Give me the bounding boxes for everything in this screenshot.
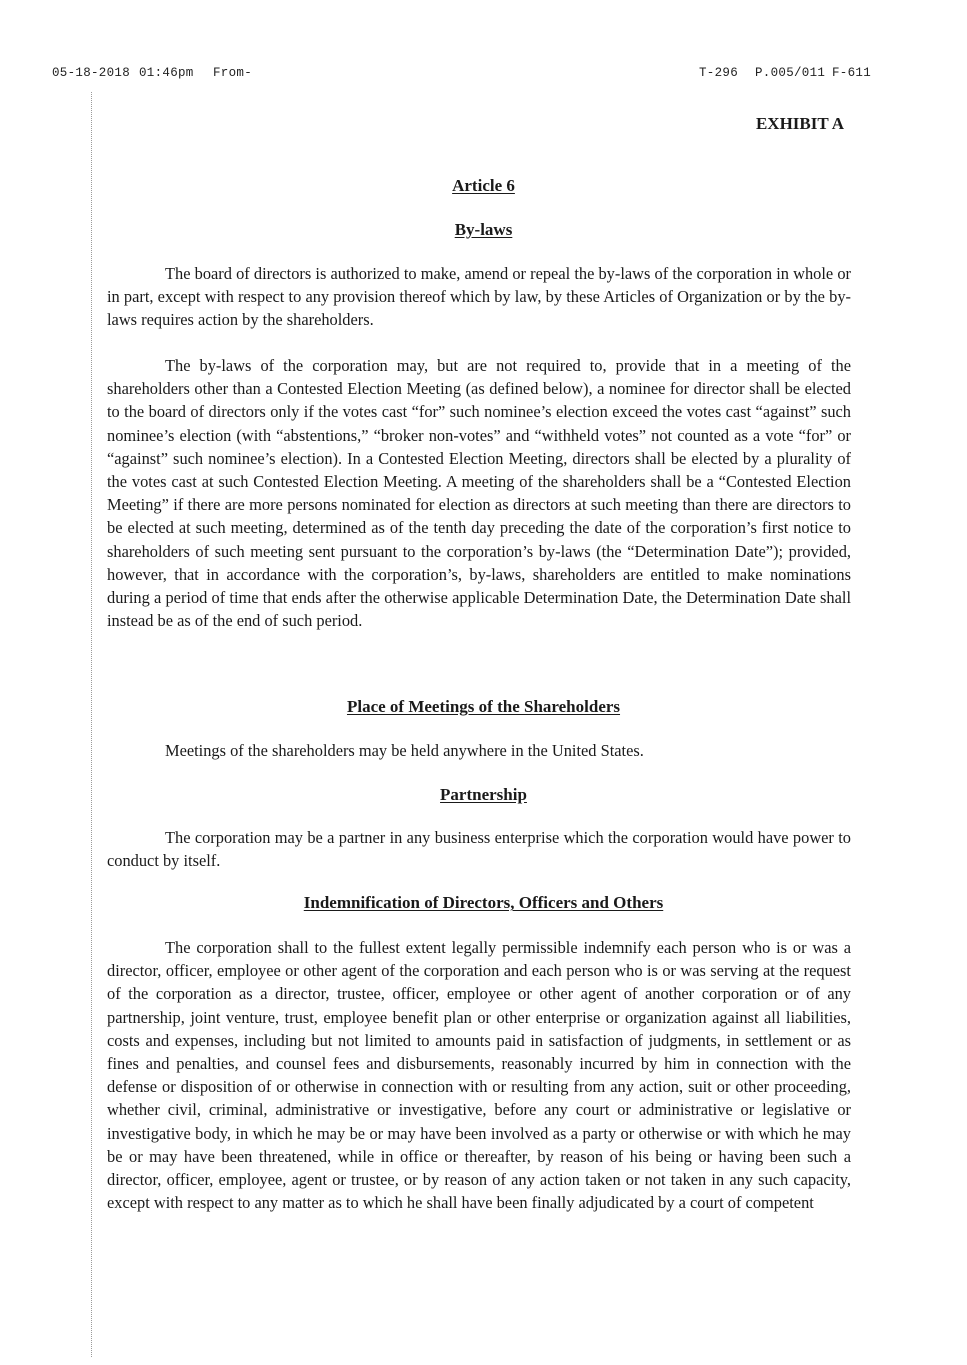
indemnification-paragraph: The corporation shall to the fullest extent legally permissible indemnify each person who is or was a director, officer, employee or other agent of the corporation and each person who is or was serving at the request of the corporation as a director, trustee, officer, employee or other agent of another corporation or of any partnership, joint venture, trust, employee benefit plan or other enterprise or organization against all liabilities, costs and expenses, including but not limited to amounts paid in satisfaction of judgments, in settlement or as fines and penalties, and counsel fees and disbursements, reasonably incurred by him in connection with the defense or disposition of or otherwise in connection with or resulting from any action, suit or other proceeding, whether civil, criminal, administrative or investigative, before any court or administrative or legislative or investigative body, in which he may be or may have been involved as a party or otherwise or with which he may be or may have been threatened, while in office or thereafter, by reason of his being or having been such a director, officer, employee, agent or trustee, or by reason of any action taken or not taken in any such capacity, except with respect to any matter as to which he shall have been finally adjudicated by a court of competent [107, 938, 851, 1213]
bylaws-paragraph-1: The board of directors is authorized to make, amend or repeal the by-laws of the corporation in whole or in part, except with respect to any provision thereof which by law, by these Articles of Organization or by the by-laws requires action by the shareholders. [107, 264, 851, 330]
fax-code: F-611 [832, 66, 872, 80]
bylaws-heading: By-laws [454, 220, 513, 239]
fax-from: From- [213, 66, 253, 80]
fax-page-number: P.005/011 [755, 66, 826, 80]
scan-margin-line [91, 92, 92, 1357]
indemnification-heading: Indemnification of Directors, Officers and Others [303, 893, 664, 912]
fax-header [0, 66, 967, 86]
fax-date: 05-18-2018 [52, 66, 131, 80]
fax-time: 01:46pm [139, 66, 194, 80]
article-title: Article 6 [452, 176, 515, 195]
place-of-meetings-paragraph: Meetings of the shareholders may be held anywhere in the United States. [165, 741, 644, 760]
exhibit-label: EXHIBIT A [755, 114, 844, 133]
bylaws-paragraph-2: The by-laws of the corporation may, but are not required to, provide that in a meeting of the shareholders other than a Contested Election Meeting (as defined below), a nominee for director shall be elected to the board of directors only if the votes cast “for” such nominee’s election exceed the votes cast “against” such nominee’s election (with “abstentions,” “broker non-votes” and “withheld votes” not counted as a vote “for” or “against” such nominee’s election). In a Contested Election Meeting, directors shall be elected by a plurality of the votes cast at such Contested Election Meeting. A meeting of the shareholders shall be a “Contested Election Meeting” if there are more persons nominated for election as directors at such meeting than there are directors to be elected at such meeting, determined as of the tenth day preceding the date of the corporation’s first notice to shareholders of such meeting sent pursuant to the corporation’s by-laws (the “Determination Date”); provided, however, that in accordance with the corporation’s, by-laws, shareholders are entitled to make nominations during a period of time that ends after the otherwise applicable Determination Date, the Determination Date shall instead be as of the end of such period. [107, 356, 851, 631]
place-of-meetings-heading: Place of Meetings of the Shareholders [346, 697, 621, 716]
partnership-paragraph: The corporation may be a partner in any business enterprise which the corporation would have power to conduct by itself. [107, 828, 851, 871]
partnership-heading: Partnership [440, 785, 527, 804]
fax-transmission-id: T-296 [699, 66, 739, 80]
